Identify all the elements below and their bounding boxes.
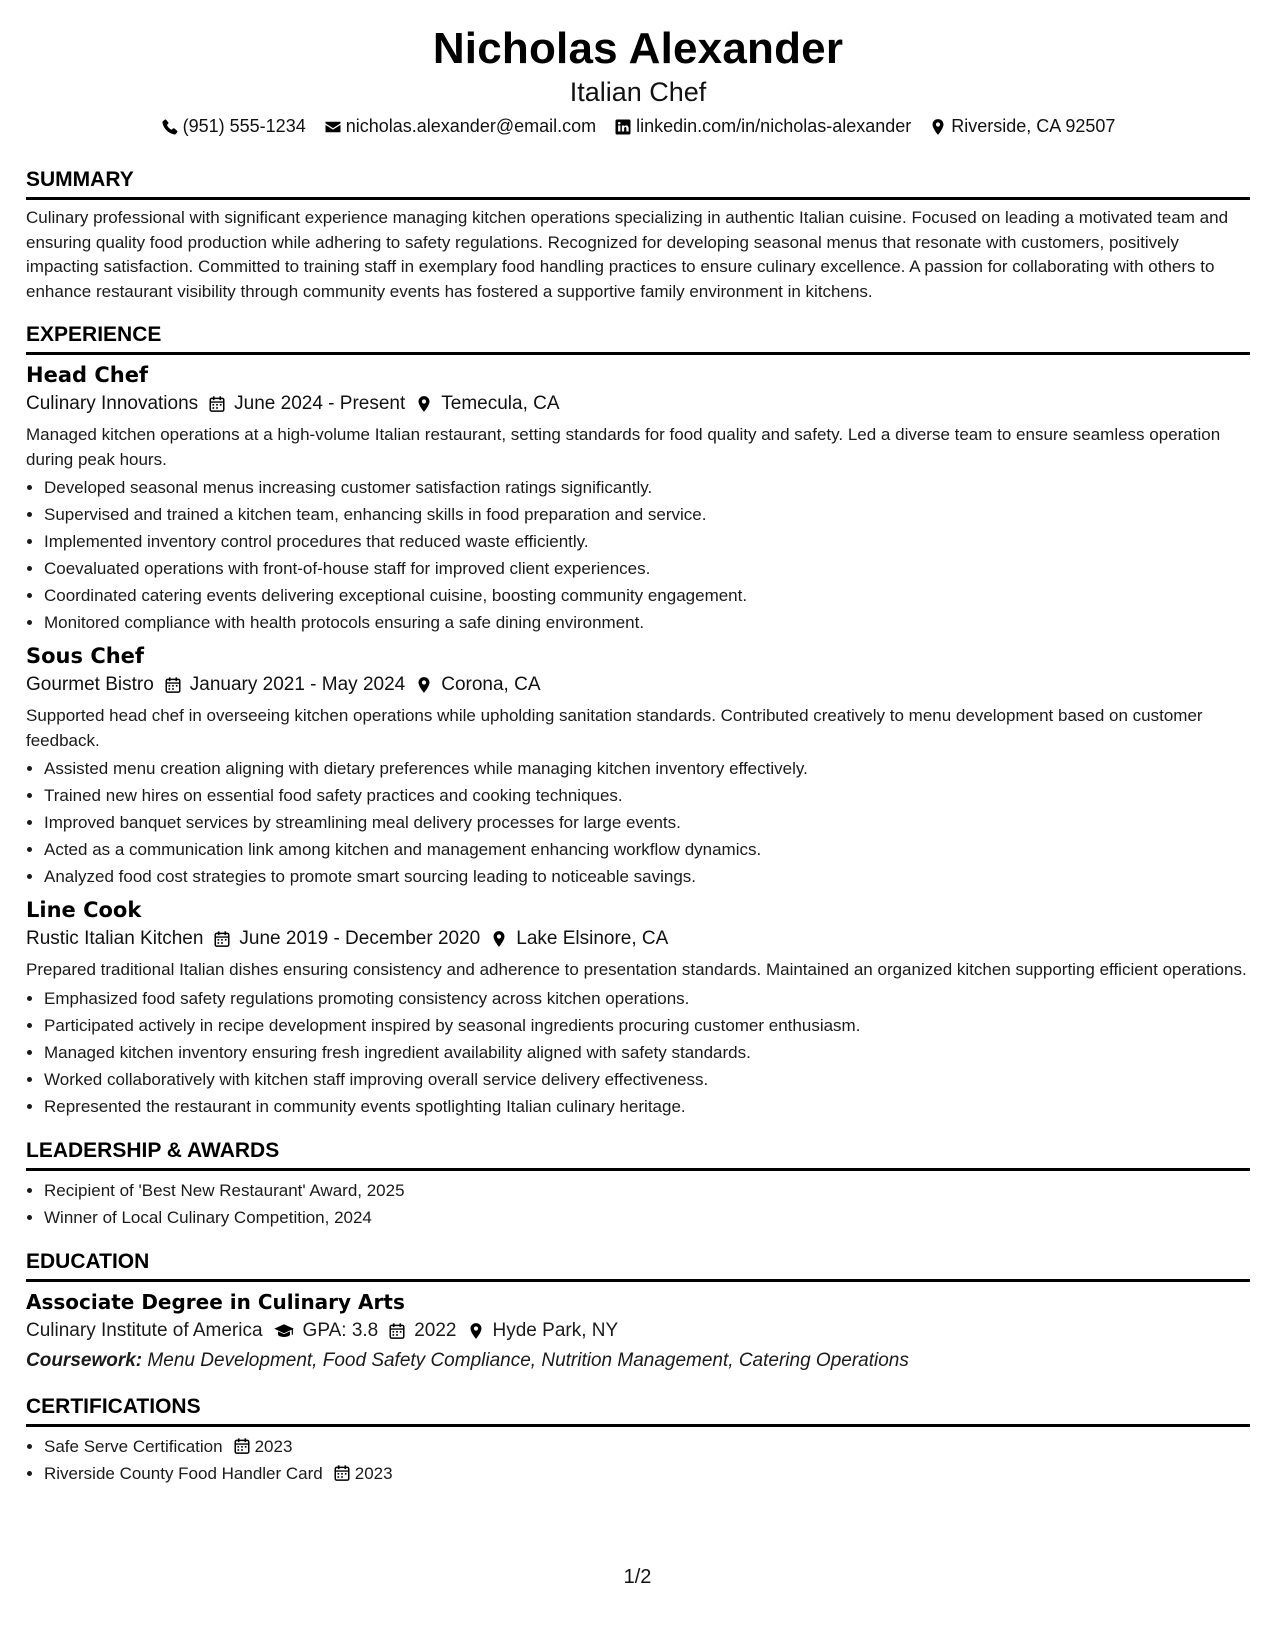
certification-entry	[44, 1433, 292, 1460]
gpa	[273, 1316, 379, 1346]
summary-section	[26, 167, 1250, 304]
map-pin-icon	[415, 676, 433, 694]
certification-entry	[44, 1460, 393, 1487]
contact-phone	[161, 116, 306, 137]
summary-text: Culinary professional with significant experience managing kitchen operations specializing in authentic Italian cuisine. Focused on leading a motivated team and ensuring quality food production while adhering to safety regulations. Recognized for developing seasonal menus that resonate with customers, positively impacting satisfaction. Committed to training staff in exemplary food handling practices to ensure culinary excellence. A passion for collaborating with others to enhance restaurant visibility through community events has fostered a supportive family environment in kitchens.	[26, 208, 1229, 301]
job-title: Head Chef	[26, 363, 149, 387]
phone-icon	[161, 118, 179, 136]
experience-heading: EXPERIENCE	[26, 322, 1250, 355]
list-item: • Assisted menu creation aligning with dietary preferences while managing kitchen inventory effectively.	[44, 755, 1250, 782]
coursework-list: Menu Development, Food Safety Compliance, Nutrition Management, Catering Operations	[147, 1349, 909, 1371]
school-name: Culinary Institute of America	[26, 1319, 263, 1341]
job-company: Gourmet Bistro	[26, 674, 154, 695]
calendar-icon	[164, 676, 182, 694]
job-dates	[164, 670, 405, 700]
job-location	[415, 389, 559, 419]
contact-linkedin[interactable]	[614, 116, 911, 137]
list-item: • Monitored compliance with health protocols ensuring a safe dining environment.	[44, 609, 1250, 636]
list-item: • Coordinated catering events delivering exceptional cuisine, boosting community engagement.	[44, 582, 1250, 609]
education-meta	[26, 1316, 1250, 1346]
list-item: • Developed seasonal menus increasing customer satisfaction ratings significantly.	[44, 474, 1250, 501]
job-bullets	[26, 755, 1250, 890]
email-link[interactable]: nicholas.alexander@email.com	[345, 116, 597, 136]
page-number: 1/2	[623, 1566, 652, 1588]
phone-text: (951) 555-1234	[182, 116, 306, 136]
resume-page	[26, 0, 1250, 1487]
certifications-list	[26, 1433, 1250, 1487]
list-item: • Improved banquet services by streamlining meal delivery processes for large events.	[44, 809, 1250, 836]
job-location	[415, 670, 540, 700]
map-pin-icon	[490, 930, 508, 948]
job-company: Rustic Italian Kitchen	[26, 928, 204, 949]
coursework	[26, 1346, 1250, 1376]
contact-email[interactable]	[324, 116, 596, 137]
calendar-icon	[208, 395, 226, 413]
contact-bar	[26, 116, 1250, 137]
job-description: Supported head chef in overseeing kitchen operations while upholding sanitation standards. Contributed creatively to menu development based on customer feedback.	[26, 706, 1203, 750]
calendar-icon	[333, 1464, 351, 1482]
education-heading: EDUCATION	[26, 1249, 1250, 1282]
list-item: • Analyzed food cost strategies to promote smart sourcing leading to noticeable savings.	[44, 863, 1250, 890]
job-meta	[26, 670, 1250, 700]
certification-name: • Safe Serve Certification	[44, 1436, 223, 1456]
list-item: • Trained new hires on essential food safety practices and cooking techniques.	[44, 782, 1250, 809]
envelope-icon	[324, 118, 342, 136]
certification-year	[233, 1433, 293, 1460]
list-item: • Recipient of 'Best New Restaurant' Award, 2025	[44, 1177, 1250, 1204]
education-year	[388, 1316, 456, 1346]
list-item: • Managed kitchen inventory ensuring fresh ingredient availability aligned with safety standards.	[44, 1039, 1250, 1066]
summary-heading: SUMMARY	[26, 167, 1250, 200]
list-item: • Acted as a communication link among kitchen and management enhancing workflow dynamics.	[44, 836, 1250, 863]
leadership-heading: LEADERSHIP & AWARDS	[26, 1138, 1250, 1171]
job-entry	[26, 361, 1250, 636]
job-dates-text: January 2021 - May 2024	[189, 674, 406, 695]
map-pin-icon	[467, 1322, 485, 1340]
list-item: • Emphasized food safety regulations promoting consistency across kitchen operations.	[44, 985, 1250, 1012]
education-location	[467, 1316, 619, 1346]
list-item: • Participated actively in recipe development inspired by seasonal ingredients procuring customer enthusiasm.	[44, 1012, 1250, 1039]
location-text: Riverside, CA 92507	[951, 116, 1116, 136]
job-dates	[208, 389, 405, 419]
job-title: Line Cook	[26, 898, 142, 922]
job-location	[490, 924, 668, 954]
list-item: • Winner of Local Culinary Competition, 2024	[44, 1204, 1250, 1231]
list-item: • Supervised and trained a kitchen team, enhancing skills in food preparation and service.	[44, 501, 1250, 528]
map-pin-icon	[415, 395, 433, 413]
linkedin-link[interactable]: linkedin.com/in/nicholas-alexander	[636, 116, 912, 136]
job-location-text: Temecula, CA	[441, 393, 560, 414]
candidate-title: Italian Chef	[569, 77, 707, 107]
linkedin-icon	[614, 118, 632, 136]
calendar-icon	[233, 1437, 251, 1455]
degree-title: Associate Degree in Culinary Arts	[26, 1289, 405, 1314]
certifications-section	[26, 1394, 1250, 1487]
graduation-cap-icon	[273, 1322, 295, 1340]
education-section	[26, 1249, 1250, 1376]
job-location-text: Lake Elsinore, CA	[516, 928, 669, 949]
experience-section	[26, 322, 1250, 1120]
job-description: Prepared traditional Italian dishes ensuring consistency and adherence to presentation standards. Maintained an organized kitchen supporting efficient operations.	[26, 960, 1247, 979]
list-item: • Worked collaboratively with kitchen staff improving overall service delivery effectiveness.	[44, 1066, 1250, 1093]
job-entry	[26, 896, 1250, 1120]
certification-name: • Riverside County Food Handler Card	[44, 1463, 323, 1483]
certifications-heading: CERTIFICATIONS	[26, 1394, 1250, 1427]
certification-year	[333, 1460, 393, 1487]
map-pin-icon	[929, 118, 947, 136]
certification-year-text: 2023	[254, 1436, 293, 1456]
gpa-text: GPA: 3.8	[302, 1319, 379, 1341]
calendar-icon	[388, 1322, 406, 1340]
list-item	[44, 1460, 1250, 1487]
job-bullets	[26, 985, 1250, 1120]
contact-location	[929, 116, 1115, 137]
job-company: Culinary Innovations	[26, 393, 199, 414]
job-location-text: Corona, CA	[441, 674, 541, 695]
job-bullets	[26, 474, 1250, 636]
job-dates	[213, 924, 480, 954]
job-meta	[26, 924, 1250, 954]
job-dates-text: June 2019 - December 2020	[239, 928, 481, 949]
job-meta	[26, 389, 1250, 419]
list-item: • Implemented inventory control procedures that reduced waste efficiently.	[44, 528, 1250, 555]
certification-year-text: 2023	[354, 1463, 393, 1483]
calendar-icon	[213, 930, 231, 948]
job-description: Managed kitchen operations at a high-volume Italian restaurant, setting standards for food quality and safety. Led a diverse team to ensure seamless operation during peak hours.	[26, 425, 1221, 469]
job-dates-text: June 2024 - Present	[234, 393, 406, 414]
job-title: Sous Chef	[26, 644, 145, 668]
candidate-name: Nicholas Alexander	[432, 24, 844, 73]
leadership-list	[26, 1177, 1250, 1231]
list-item: • Represented the restaurant in community events spotlighting Italian culinary heritage.	[44, 1093, 1250, 1120]
resume-header	[26, 0, 1250, 137]
education-year-text: 2022	[414, 1319, 457, 1341]
coursework-label: Coursework:	[26, 1349, 143, 1371]
list-item: • Coevaluated operations with front-of-house staff for improved client experiences.	[44, 555, 1250, 582]
list-item	[44, 1433, 1250, 1460]
education-location-text: Hyde Park, NY	[492, 1319, 619, 1341]
job-entry	[26, 642, 1250, 890]
leadership-section	[26, 1138, 1250, 1231]
